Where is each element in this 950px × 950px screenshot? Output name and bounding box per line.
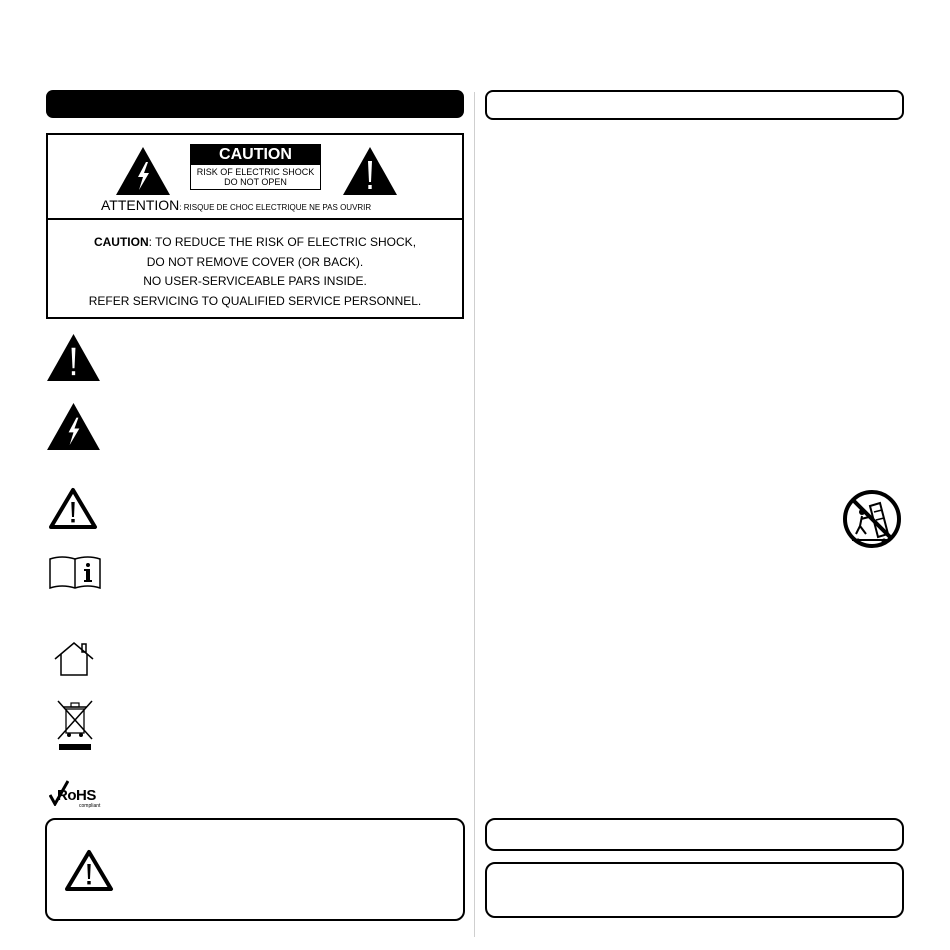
- warning-notice-box: [45, 818, 465, 921]
- attention-line: [101, 197, 371, 215]
- indoor-use-icon: [53, 641, 95, 677]
- caution-notice-line4: REFER SERVICING TO QUALIFIED SERVICE PERSONNEL.: [88, 293, 422, 308]
- manual-info-icon: [48, 555, 102, 591]
- caution-label-sub: [190, 165, 321, 190]
- weee-bin-icon: [55, 699, 95, 753]
- caution-label: [190, 144, 321, 190]
- caution-label-heading: CAUTION: [190, 144, 321, 165]
- rohs-sub: compliant: [79, 803, 101, 809]
- rohs-logo-icon: [49, 780, 109, 810]
- caution-notice: [48, 233, 462, 311]
- no-cart-tip-icon: [840, 490, 904, 552]
- attention-text: : RISQUE DE CHOC ELECTRIQUE NE PAS OUVRIR: [179, 203, 372, 212]
- caution-notice-line3: NO USER-SERVICEABLE PARS INSIDE.: [143, 274, 367, 288]
- attention-word: ATTENTION: [101, 197, 180, 213]
- caution-separator: [48, 218, 462, 220]
- left-header-bar: [46, 90, 464, 118]
- right-header-bar: [485, 90, 904, 120]
- caution-notice-keyword: CAUTION: [93, 235, 149, 249]
- caution-notice-line1: CAUTION: TO REDUCE THE RISK OF ELECTRIC SHOCK,: [93, 235, 417, 249]
- exclamation-warning-outline-icon: [64, 848, 114, 892]
- column-divider: [474, 92, 475, 937]
- caution-label-sub-line2: DO NOT OPEN: [224, 177, 287, 187]
- right-footer-bar-1: [485, 818, 904, 851]
- caution-label-sub-line1: RISK OF ELECTRIC SHOCK: [196, 167, 315, 177]
- lightning-warning-icon: [46, 402, 101, 451]
- exclamation-warning-icon: [342, 146, 398, 196]
- exclamation-warning-outline-icon: [48, 486, 98, 530]
- rohs-text: RoHS: [57, 787, 96, 804]
- caution-notice-line2: DO NOT REMOVE COVER (OR BACK).: [146, 254, 364, 269]
- caution-label-box: [46, 133, 464, 319]
- right-footer-bar-2: [485, 862, 904, 918]
- lightning-warning-icon: [115, 146, 171, 196]
- exclamation-warning-icon: [46, 333, 101, 382]
